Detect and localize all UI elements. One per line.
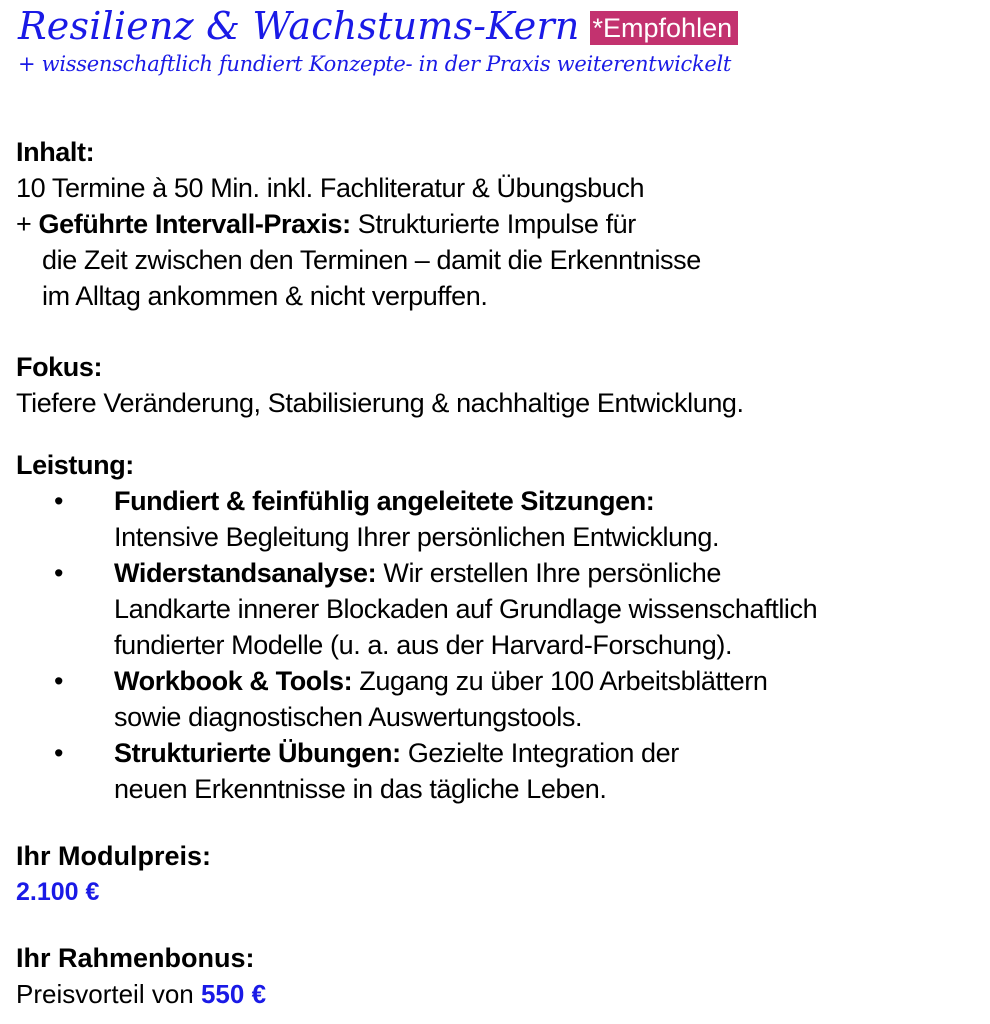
header [18,4,738,48]
item-title: Widerstandsanalyse: [114,558,377,588]
item-text: Intensive Begleitung Ihrer persönlichen Entwicklung. [114,522,720,552]
plus-sign: + [16,209,39,239]
list-item [16,735,817,807]
item-title: Workbook & Tools: [114,666,353,696]
page-title: Resilienz & Wachstums-Kern [18,4,580,48]
item-text: neuen Erkenntnisse in das tägliche Leben. [114,774,607,804]
intervall-praxis-label: Geführte Intervall-Praxis: [38,209,351,239]
leistung-section [16,447,817,807]
item-title: Strukturierte Übungen: [114,738,401,768]
inhalt-line3: die Zeit zwischen den Terminen – damit die Erkenntnisse [42,245,701,275]
recommended-badge: *Empfohlen [590,11,739,45]
fokus-section [16,349,744,421]
rahmenbonus-line [16,976,266,1012]
inhalt-line2-rest: Strukturierte Impulse für [350,209,636,239]
inhalt-line4: im Alltag ankommen & nicht verpuffen. [42,281,488,311]
rahmenbonus-prefix: Preisvorteil von [16,979,201,1009]
bullet-icon: • [54,666,64,696]
modulpreis-label: Ihr Modulpreis: [16,841,211,871]
inhalt-section [16,134,701,314]
list-item [16,555,817,663]
item-text: fundierter Modelle (u. a. aus der Harvard-Forschung). [114,630,733,660]
item-text: Landkarte innerer Blockaden auf Grundlage wissenschaftlich [114,594,818,624]
list-item [16,483,817,555]
item-text: Zugang zu über 100 Arbeitsblättern [352,666,768,696]
leistung-label: Leistung: [16,450,134,480]
bullet-icon: • [54,558,64,588]
item-text: Gezielte Integration der [400,738,679,768]
modulpreis-value: 2.100 € [16,878,100,906]
item-title: Fundiert & feinfühlig angeleitete Sitzungen: [114,486,655,516]
leistung-list [16,483,817,807]
inhalt-line1: 10 Termine à 50 Min. inkl. Fachliteratur & Übungsbuch [16,173,645,203]
bullet-icon: • [54,738,64,768]
fokus-text: Tiefere Veränderung, Stabilisierung & nachhaltige Entwicklung. [16,388,744,418]
inhalt-label: Inhalt: [16,137,95,167]
rahmenbonus-section [16,940,266,1012]
inhalt-line2 [16,206,701,242]
rahmenbonus-value: 550 € [200,979,267,1009]
fokus-label: Fokus: [16,352,103,382]
bullet-icon: • [54,486,64,516]
item-text: sowie diagnostischen Auswertungstools. [114,702,583,732]
list-item [16,663,817,735]
modulpreis-section [16,838,211,910]
page-subtitle: + wissenschaftlich fundiert Konzepte- in der Praxis weiterentwickelt [18,52,732,76]
item-text: Wir erstellen Ihre persönliche [376,558,722,588]
rahmenbonus-label: Ihr Rahmenbonus: [16,943,255,973]
